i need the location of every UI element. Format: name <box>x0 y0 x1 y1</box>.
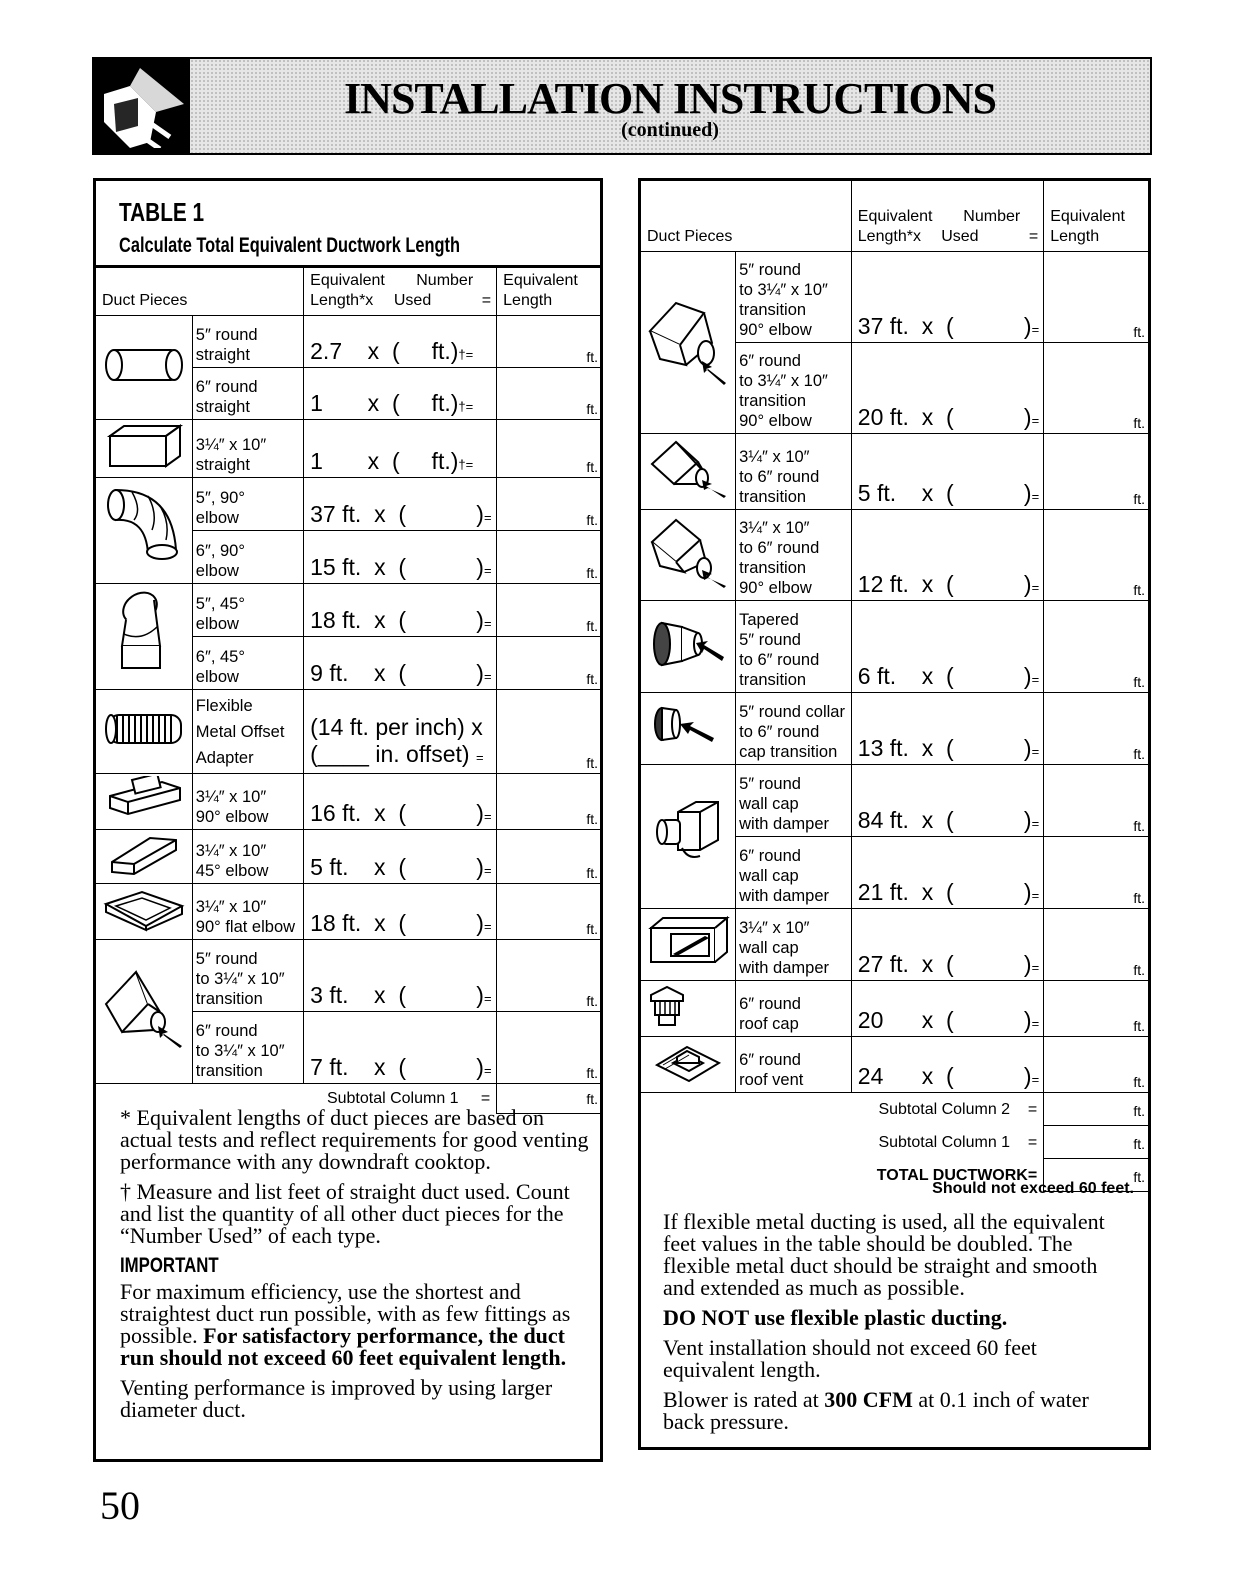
subtotal-column1-label: Subtotal Column 1 = <box>326 1089 491 1107</box>
equivalent-length-field[interactable]: ft. <box>497 884 602 940</box>
duct-desc: 6″ round straight <box>192 368 303 420</box>
duct-formula: 20 x ( )= <box>851 980 1043 1036</box>
rect-flat-elbow-icon <box>96 884 192 940</box>
total-ductwork-label: TOTAL DUCTWORK= <box>876 1167 1038 1184</box>
flexible-metal-note: If flexible metal ducting is used, all the equivalent feet values in the table should be doubled. The flexible metal duct should be straight and smooth and extended as much as possible. <box>663 1209 1105 1300</box>
table-row <box>96 884 602 940</box>
collar-transition-icon <box>641 692 736 764</box>
duct-formula: 18 ft. x ( )= <box>304 884 497 940</box>
duct-formula: 1 x ( ft.)†= <box>304 420 497 478</box>
table1-title: TABLE 1 <box>119 197 205 227</box>
equivalent-length-field[interactable]: ft. <box>497 774 602 830</box>
duct-desc: 5″, 90° elbow <box>192 478 303 531</box>
duct-formula: 5 ft. x ( )= <box>851 433 1043 509</box>
duct-desc: 3¼″ x 10″ to 6″ round transition 90° elbow <box>736 509 852 600</box>
col-equivalent-label: Equivalent <box>310 272 385 289</box>
table1-continued-panel <box>638 178 1151 1450</box>
table1-panel <box>93 178 603 1462</box>
col-equivalent-length <box>497 268 602 316</box>
important-heading: IMPORTANT <box>120 1254 219 1277</box>
table-row <box>641 433 1149 509</box>
plug-icon <box>94 59 190 153</box>
page-number: 50 <box>100 1483 140 1528</box>
table-row <box>641 764 1149 836</box>
col-number-label: Number <box>963 207 1021 225</box>
rect-to-round-transition-icon <box>641 433 736 509</box>
rect-90-elbow-icon <box>96 774 192 830</box>
duct-desc: 6″, 90° elbow <box>192 531 303 584</box>
duct-formula: 6 ft. x ( )= <box>851 600 1043 692</box>
duct-desc: 5″ round collar to 6″ round cap transition <box>736 692 852 764</box>
table2-header-row <box>641 181 1149 251</box>
table-row <box>96 584 602 637</box>
col-used-label: Used <box>941 227 979 245</box>
equivalent-length-field[interactable]: ft. <box>497 637 602 690</box>
round-to-rect-transition-icon <box>96 940 192 1084</box>
equivalent-length-field[interactable]: ft. <box>1044 509 1149 600</box>
equivalent-length-field[interactable]: ft. <box>497 478 602 531</box>
duct-desc: 5″ round wall cap with damper <box>736 764 852 836</box>
table1-subtitle: Calculate Total Equivalent Ductwork Length <box>119 234 460 257</box>
col-equivalent-number <box>304 268 497 316</box>
subtotal1-row <box>641 1125 1149 1158</box>
duct-desc: 6″, 45° elbow <box>192 637 303 690</box>
duct-formula: 24 x ( )= <box>851 1036 1043 1092</box>
page-title: INSTALLATION INSTRUCTIONS <box>344 74 996 123</box>
transition-elbow-icon <box>641 251 736 433</box>
equivalent-length-field[interactable]: ft. <box>497 584 602 637</box>
subtotal-column2-label: Subtotal Column 2 = <box>878 1101 1038 1118</box>
rect-to-round-elbow-icon <box>641 509 736 600</box>
table-row <box>96 774 602 830</box>
table1-heading <box>96 181 600 267</box>
duct-desc: Tapered 5″ round to 6″ round transition <box>736 600 852 692</box>
duct-formula: 16 ft. x ( )= <box>304 774 497 830</box>
equivalent-length-field[interactable]: ft. <box>1044 251 1149 342</box>
equivalent-length-field[interactable]: ft. <box>1044 980 1149 1036</box>
page-subtitle: (continued) <box>621 119 719 141</box>
duct-desc: 3¼″ x 10″ 90° flat elbow <box>192 884 303 940</box>
col-duct-pieces: Duct Pieces <box>96 268 304 316</box>
duct-desc: 5″ round to 3¼″ x 10″ transition <box>192 940 303 1012</box>
equivalent-length-field[interactable]: ft. <box>497 368 602 420</box>
col-used-label: Used <box>393 292 432 309</box>
equivalent-length-field[interactable]: ft. <box>1044 692 1149 764</box>
duct-desc: 5″ round straight <box>192 316 303 368</box>
rect-45-elbow-icon <box>96 830 192 884</box>
duct-formula: 9 ft. x ( )= <box>304 637 497 690</box>
equivalent-length-field[interactable]: ft. <box>1044 908 1149 980</box>
duct-formula: 21 ft. x ( )= <box>851 836 1043 908</box>
performance-note: Venting performance is improved by using larger diameter duct. <box>120 1375 553 1422</box>
duct-desc: 3¼″ x 10″ wall cap with damper <box>736 908 852 980</box>
duct-desc: 3¼″ x 10″ 90° elbow <box>192 774 303 830</box>
tapered-transition-icon <box>641 600 736 692</box>
table-row <box>96 940 602 1012</box>
equivalent-length-field[interactable]: ft. <box>497 316 602 368</box>
important-text: For maximum efficiency, use the shortest and straightest duct run possible, with as few fittings as possible. For satisfactory performance, the duct run should not exceed 60 feet equivalent length. <box>120 1279 571 1370</box>
equivalent-length-field[interactable]: ft. <box>1044 342 1149 433</box>
duct-formula: 13 ft. x ( )= <box>851 692 1043 764</box>
duct-formula: 37 ft. x ( )= <box>851 251 1043 342</box>
duct-formula: 12 ft. x ( )= <box>851 509 1043 600</box>
left-notes <box>120 1107 590 1429</box>
col-equivalent-length <box>1044 181 1149 251</box>
roof-vent-icon <box>641 1036 736 1092</box>
duct-formula: 27 ft. x ( )= <box>851 908 1043 980</box>
duct-formula: (14 ft. per inch) x (____ in. offset) = <box>304 690 497 774</box>
rect-wall-cap-icon <box>641 908 736 980</box>
duct-formula: 3 ft. x ( )= <box>304 940 497 1012</box>
equivalent-length-field[interactable]: ft. <box>1044 600 1149 692</box>
duct-formula: 2.7 x ( ft.)†= <box>304 316 497 368</box>
col-equals-label: = <box>1028 227 1039 245</box>
blower-rating-note: Blower is rated at 300 CFM at 0.1 inch of water back pressure. <box>663 1387 1089 1434</box>
equivalent-length-field[interactable]: ft. <box>1044 1036 1149 1092</box>
duct-desc: 3¼″ x 10″ 45° elbow <box>192 830 303 884</box>
table-row <box>96 478 602 531</box>
col-equivalent-total-label: Equivalent <box>1050 207 1125 225</box>
duct-desc: Flexible Metal Offset Adapter <box>192 690 303 774</box>
subtotal2-row <box>641 1092 1149 1125</box>
table-row <box>641 1036 1149 1092</box>
header-title-area <box>190 59 1150 153</box>
duct-desc: 5″, 45° elbow <box>192 584 303 637</box>
equivalent-length-field[interactable]: ft. <box>497 690 602 774</box>
subtotal-column2-field[interactable]: ft. <box>1044 1092 1149 1125</box>
vent-limit-note: Vent installation should not exceed 60 feet equivalent length. <box>663 1335 1037 1382</box>
col-duct-pieces: Duct Pieces <box>641 181 851 251</box>
table-row <box>96 316 602 368</box>
col-length-total-label: Length <box>1050 227 1100 245</box>
duct-formula: 84 ft. x ( )= <box>851 764 1043 836</box>
subtotal-column1-field[interactable]: ft. <box>497 1084 602 1114</box>
flexible-adapter-icon <box>96 690 192 774</box>
equivalent-length-field[interactable]: ft. <box>1044 836 1149 908</box>
duct-desc: 6″ round roof cap <box>736 980 852 1036</box>
duct-desc: 6″ round to 3¼″ x 10″ transition 90° elbow <box>736 342 852 433</box>
col-equivalent-number <box>851 181 1043 251</box>
no-plastic-warning: DO NOT use flexible plastic ducting. <box>663 1305 1008 1330</box>
table-row <box>641 908 1149 980</box>
footnote-equivalent: * Equivalent lengths of duct pieces are based on actual tests and reflect requirements for good venting performance with any downdraft cooktop. <box>120 1105 589 1174</box>
equivalent-length-field[interactable]: ft. <box>497 1012 602 1084</box>
right-notes <box>663 1211 1133 1441</box>
total-ductwork-field[interactable]: ft. <box>1044 1158 1149 1191</box>
duct-desc: 3¼″ x 10″ straight <box>192 420 303 478</box>
duct-formula: 37 ft. x ( )= <box>304 478 497 531</box>
page-header <box>92 57 1152 155</box>
table-row <box>641 980 1149 1036</box>
table-row <box>641 251 1149 342</box>
duct-desc: 6″ round roof vent <box>736 1036 852 1092</box>
duct-desc: 3¼″ x 10″ to 6″ round transition <box>736 433 852 509</box>
table-row <box>96 420 602 478</box>
duct-formula: 5 ft. x ( )= <box>304 830 497 884</box>
table-row <box>96 690 602 774</box>
table1-continued <box>641 181 1149 1192</box>
duct-formula: 15 ft. x ( )= <box>304 531 497 584</box>
table1-header-row <box>96 268 602 316</box>
duct-desc: 6″ round wall cap with damper <box>736 836 852 908</box>
col-equivalent-total-label: Equivalent <box>503 272 578 289</box>
col-number-label: Number <box>416 272 474 289</box>
equivalent-length-field[interactable]: ft. <box>497 940 602 1012</box>
col-length-label: Length*x <box>857 227 921 245</box>
round-wall-cap-icon <box>641 764 736 908</box>
table-row <box>641 692 1149 764</box>
equivalent-length-field[interactable]: ft. <box>497 830 602 884</box>
max-length-warning: Should not exceed 60 feet. <box>932 1180 1134 1197</box>
col-equivalent-label: Equivalent <box>857 207 933 225</box>
duct-formula: 1 x ( ft.)†= <box>304 368 497 420</box>
round-45-elbow-icon <box>96 584 192 690</box>
equivalent-length-field[interactable]: ft. <box>497 531 602 584</box>
rectangular-duct-icon <box>96 420 192 478</box>
equivalent-length-field[interactable]: ft. <box>1044 764 1149 836</box>
duct-formula: 7 ft. x ( )= <box>304 1012 497 1084</box>
straight-round-duct-icon <box>96 316 192 420</box>
duct-desc: 5″ round to 3¼″ x 10″ transition 90° elbow <box>736 251 852 342</box>
equivalent-length-field[interactable]: ft. <box>1044 433 1149 509</box>
duct-formula: 18 ft. x ( )= <box>304 584 497 637</box>
table1 <box>96 267 602 1114</box>
col-equals-label: = <box>481 292 492 309</box>
col-length-label: Length*x <box>310 292 374 309</box>
duct-desc: 6″ round to 3¼″ x 10″ transition <box>192 1012 303 1084</box>
table-row <box>641 509 1149 600</box>
table-row <box>96 830 602 884</box>
duct-formula: 20 ft. x ( )= <box>851 342 1043 433</box>
round-90-elbow-icon <box>96 478 192 584</box>
subtotal-column1-field[interactable]: ft. <box>1044 1125 1149 1158</box>
col-length-total-label: Length <box>503 292 553 309</box>
subtotal-column1-label: Subtotal Column 1 = <box>878 1134 1038 1151</box>
equivalent-length-field[interactable]: ft. <box>497 420 602 478</box>
footnote-measure: † Measure and list feet of straight duct used. Count and list the quantity of all other duct pieces for the “Number Used” of each type. <box>120 1179 570 1248</box>
table-row <box>641 600 1149 692</box>
roof-cap-icon <box>641 980 736 1036</box>
